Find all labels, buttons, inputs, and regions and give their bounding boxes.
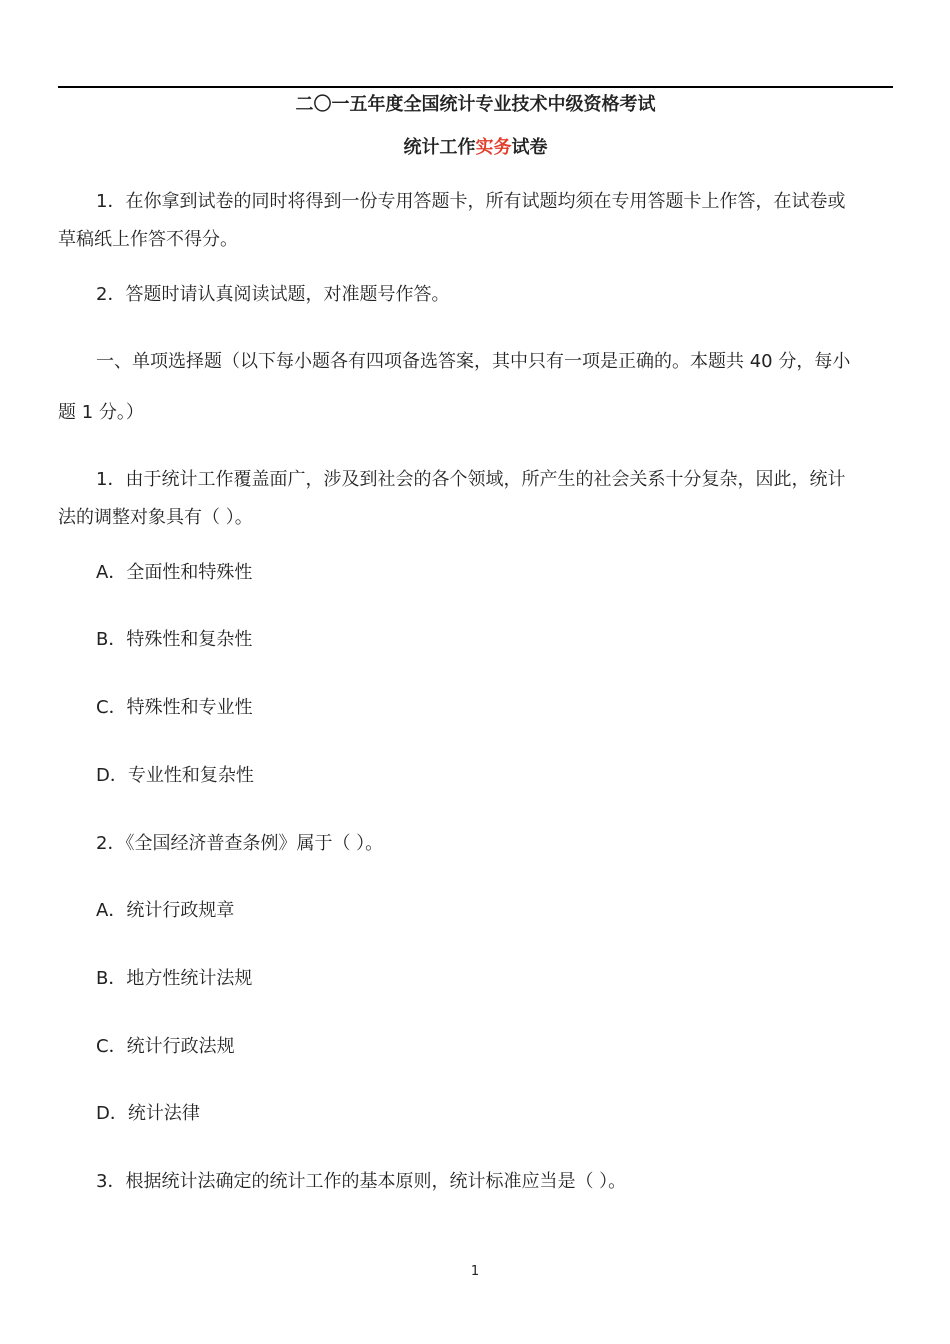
question-1-option-c: C．特殊性和专业性 [96, 697, 253, 718]
question-2-stem: 2．《全国经济普查条例》属于（ ）。 [96, 833, 384, 854]
document-subtitle [58, 137, 893, 159]
question-3-stem: 3．根据统计法确定的统计工作的基本原则，统计标准应当是（ ）。 [96, 1171, 627, 1192]
instruction-1-line-2: 草稿纸上作答不得分。 [58, 229, 238, 250]
question-2-option-a: A．统计行政规章 [96, 900, 235, 921]
subtitle-part-1: 统计工作 [403, 137, 476, 158]
question-2-option-c: C．统计行政法规 [96, 1036, 235, 1057]
subtitle-part-2: 试卷 [511, 137, 548, 158]
subtitle-highlight: 实务 [475, 137, 512, 158]
instruction-1-line-1: 1．在你拿到试卷的同时将得到一份专用答题卡，所有试题均须在专用答题卡上作答，在试卷或 [96, 191, 846, 212]
question-1-stem-line-1: 1．由于统计工作覆盖面广，涉及到社会的各个领域，所产生的社会关系十分复杂，因此，统计 [96, 469, 846, 490]
instruction-2: 2．答题时请认真阅读试题，对准题号作答。 [96, 284, 450, 305]
question-1-option-d: D．专业性和复杂性 [96, 765, 254, 786]
question-2-option-b: B．地方性统计法规 [96, 968, 253, 989]
section-heading-line-1: 一、单项选择题（以下每小题各有四项备选答案，其中只有一项是正确的。本题共 40 分，每小 [96, 351, 851, 372]
question-1-option-a: A．全面性和特殊性 [96, 562, 253, 583]
question-1-stem-line-2: 法的调整对象具有（ ）。 [58, 507, 253, 528]
page-number: 1 [470, 1264, 480, 1279]
header-rule [58, 86, 893, 88]
question-2-option-d: D．统计法律 [96, 1103, 200, 1124]
question-1-option-b: B．特殊性和复杂性 [96, 629, 253, 650]
section-heading-line-2: 题 1 分。） [58, 402, 144, 423]
document-title: 二〇一五年度全国统计专业技术中级资格考试 [295, 94, 656, 115]
